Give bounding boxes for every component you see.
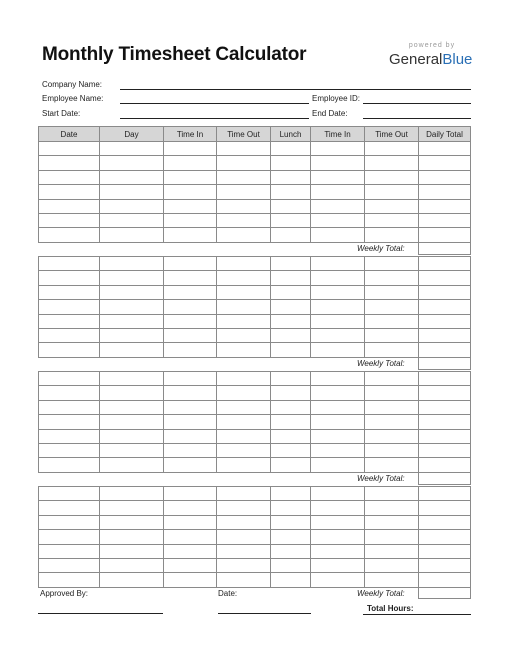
table-cell[interactable] — [100, 142, 164, 156]
table-cell[interactable] — [311, 501, 365, 515]
table-row[interactable] — [39, 314, 471, 328]
start-date-field[interactable] — [120, 118, 309, 119]
table-cell[interactable] — [419, 285, 471, 299]
table-cell[interactable] — [39, 257, 100, 271]
brand-name-general: General — [389, 51, 443, 68]
table-cell[interactable] — [365, 257, 419, 271]
table-cell[interactable] — [419, 429, 471, 443]
approved-by-field[interactable] — [38, 613, 163, 614]
table-cell[interactable] — [419, 443, 471, 457]
table-cell[interactable] — [217, 271, 271, 285]
table-cell[interactable] — [217, 213, 271, 227]
table-cell[interactable] — [217, 573, 271, 587]
table-row[interactable] — [39, 372, 471, 386]
table-cell[interactable] — [39, 228, 100, 242]
table-cell[interactable] — [271, 443, 311, 457]
table-cell[interactable] — [311, 156, 365, 170]
table-cell[interactable] — [365, 300, 419, 314]
table-cell[interactable] — [39, 458, 100, 472]
table-cell[interactable] — [311, 185, 365, 199]
table-cell[interactable] — [311, 443, 365, 457]
table-cell[interactable] — [39, 199, 100, 213]
table-cell[interactable] — [164, 343, 217, 357]
table-cell[interactable] — [365, 487, 419, 501]
table-cell[interactable] — [100, 458, 164, 472]
table-cell[interactable] — [311, 170, 365, 184]
table-cell[interactable] — [271, 487, 311, 501]
weekly-total-label: Weekly Total: — [357, 589, 405, 598]
table-cell[interactable] — [311, 199, 365, 213]
table-cell[interactable] — [365, 343, 419, 357]
table-row[interactable] — [39, 142, 471, 156]
table-cell[interactable] — [39, 400, 100, 414]
table-cell[interactable] — [419, 156, 471, 170]
col-header-date: Date — [39, 127, 100, 142]
table-row[interactable] — [39, 530, 471, 544]
weekly-total-label: Weekly Total: — [357, 474, 405, 483]
table-row[interactable] — [39, 343, 471, 357]
end-date-field[interactable] — [363, 118, 471, 119]
table-cell[interactable] — [217, 142, 271, 156]
table-cell[interactable] — [164, 185, 217, 199]
col-header-time-in-2: Time In — [311, 127, 365, 142]
table-row[interactable] — [39, 300, 471, 314]
table-cell[interactable] — [217, 228, 271, 242]
table-cell[interactable] — [271, 314, 311, 328]
table-cell[interactable] — [100, 314, 164, 328]
table-cell[interactable] — [419, 170, 471, 184]
table-cell[interactable] — [311, 142, 365, 156]
table-cell[interactable] — [365, 271, 419, 285]
table-cell[interactable] — [39, 443, 100, 457]
table-cell[interactable] — [217, 501, 271, 515]
table-cell[interactable] — [271, 343, 311, 357]
table-cell[interactable] — [311, 300, 365, 314]
table-cell[interactable] — [365, 429, 419, 443]
table-cell[interactable] — [39, 285, 100, 299]
table-cell[interactable] — [419, 300, 471, 314]
table-cell[interactable] — [100, 343, 164, 357]
employee-name-field[interactable] — [120, 103, 309, 104]
table-cell[interactable] — [311, 372, 365, 386]
col-header-daily-total: Daily Total — [419, 127, 471, 142]
col-header-time-out: Time Out — [217, 127, 271, 142]
approved-by-label: Approved By: — [40, 589, 89, 598]
table-cell[interactable] — [365, 400, 419, 414]
table-row[interactable] — [39, 487, 471, 501]
table-cell[interactable] — [271, 285, 311, 299]
table-cell[interactable] — [419, 386, 471, 400]
table-cell[interactable] — [39, 213, 100, 227]
table-cell[interactable] — [271, 300, 311, 314]
table-cell[interactable] — [419, 314, 471, 328]
table-cell[interactable] — [100, 199, 164, 213]
approval-date-label: Date: — [218, 589, 238, 598]
table-row[interactable] — [39, 213, 471, 227]
table-row[interactable] — [39, 443, 471, 457]
table-cell[interactable] — [365, 185, 419, 199]
table-cell[interactable] — [164, 530, 217, 544]
table-cell[interactable] — [164, 400, 217, 414]
table-cell[interactable] — [365, 544, 419, 558]
table-cell[interactable] — [164, 501, 217, 515]
table-cell[interactable] — [271, 501, 311, 515]
table-cell[interactable] — [39, 185, 100, 199]
col-header-day: Day — [100, 127, 164, 142]
table-cell[interactable] — [164, 314, 217, 328]
table-cell[interactable] — [217, 185, 271, 199]
table-cell[interactable] — [164, 213, 217, 227]
weekly-total-cell[interactable] — [418, 472, 471, 485]
table-row[interactable] — [39, 199, 471, 213]
table-cell[interactable] — [311, 386, 365, 400]
table-row[interactable] — [39, 228, 471, 242]
col-header-time-out-2: Time Out — [365, 127, 419, 142]
table-cell[interactable] — [39, 386, 100, 400]
table-cell[interactable] — [100, 558, 164, 572]
company-name-label: Company Name: — [42, 80, 103, 89]
table-cell[interactable] — [100, 257, 164, 271]
page-title: Monthly Timesheet Calculator — [42, 44, 307, 65]
table-cell[interactable] — [271, 458, 311, 472]
table-cell[interactable] — [311, 343, 365, 357]
table-cell[interactable] — [217, 443, 271, 457]
table-cell[interactable] — [100, 544, 164, 558]
table-cell[interactable] — [217, 314, 271, 328]
brand-name-blue: Blue — [442, 51, 473, 68]
table-cell[interactable] — [271, 530, 311, 544]
table-cell[interactable] — [164, 544, 217, 558]
table-cell[interactable] — [164, 443, 217, 457]
table-cell[interactable] — [39, 328, 100, 342]
table-cell[interactable] — [39, 501, 100, 515]
table-cell[interactable] — [100, 328, 164, 342]
table-cell[interactable] — [164, 328, 217, 342]
week-3-table — [38, 371, 471, 473]
table-cell[interactable] — [164, 170, 217, 184]
table-row[interactable] — [39, 257, 471, 271]
table-cell[interactable] — [419, 271, 471, 285]
table-cell[interactable] — [164, 558, 217, 572]
week-4-table — [38, 486, 471, 588]
total-hours-label: Total Hours: — [367, 604, 414, 613]
table-cell[interactable] — [419, 257, 471, 271]
table-cell[interactable] — [311, 515, 365, 529]
table-cell[interactable] — [39, 515, 100, 529]
weekly-total-cell[interactable] — [418, 586, 471, 599]
table-cell[interactable] — [271, 213, 311, 227]
table-cell[interactable] — [419, 328, 471, 342]
table-cell[interactable] — [217, 429, 271, 443]
table-cell[interactable] — [419, 199, 471, 213]
table-cell[interactable] — [271, 515, 311, 529]
table-cell[interactable] — [100, 443, 164, 457]
table-row[interactable] — [39, 185, 471, 199]
table-cell[interactable] — [100, 501, 164, 515]
table-row[interactable] — [39, 386, 471, 400]
table-row[interactable] — [39, 573, 471, 587]
table-cell[interactable] — [271, 415, 311, 429]
table-cell[interactable] — [100, 213, 164, 227]
table-row[interactable] — [39, 285, 471, 299]
table-cell[interactable] — [419, 372, 471, 386]
table-cell[interactable] — [271, 142, 311, 156]
table-cell[interactable] — [419, 458, 471, 472]
table-cell[interactable] — [100, 228, 164, 242]
table-cell[interactable] — [271, 185, 311, 199]
table-cell[interactable] — [39, 573, 100, 587]
table-cell[interactable] — [365, 515, 419, 529]
table-cell[interactable] — [419, 142, 471, 156]
table-row[interactable] — [39, 415, 471, 429]
table-cell[interactable] — [365, 415, 419, 429]
table-cell[interactable] — [419, 213, 471, 227]
table-cell[interactable] — [311, 429, 365, 443]
table-row[interactable] — [39, 170, 471, 184]
table-header-row — [39, 127, 471, 142]
table-cell[interactable] — [100, 300, 164, 314]
weekly-total-label: Weekly Total: — [357, 244, 405, 253]
table-cell[interactable] — [100, 386, 164, 400]
table-row[interactable] — [39, 328, 471, 342]
table-cell[interactable] — [217, 558, 271, 572]
table-cell[interactable] — [100, 530, 164, 544]
table-cell[interactable] — [311, 257, 365, 271]
table-cell[interactable] — [271, 386, 311, 400]
table-row[interactable] — [39, 400, 471, 414]
table-cell[interactable] — [271, 544, 311, 558]
table-cell[interactable] — [164, 271, 217, 285]
table-cell[interactable] — [419, 415, 471, 429]
table-cell[interactable] — [419, 501, 471, 515]
table-cell[interactable] — [217, 415, 271, 429]
table-cell[interactable] — [271, 228, 311, 242]
start-date-label: Start Date: — [42, 109, 81, 118]
table-cell[interactable] — [164, 386, 217, 400]
table-cell[interactable] — [271, 573, 311, 587]
total-hours-field[interactable] — [363, 614, 471, 615]
table-cell[interactable] — [217, 170, 271, 184]
table-row[interactable] — [39, 429, 471, 443]
table-cell[interactable] — [419, 558, 471, 572]
table-cell[interactable] — [311, 213, 365, 227]
table-cell[interactable] — [217, 400, 271, 414]
table-row[interactable] — [39, 458, 471, 472]
table-cell[interactable] — [419, 343, 471, 357]
table-cell[interactable] — [217, 372, 271, 386]
table-cell[interactable] — [365, 386, 419, 400]
table-cell[interactable] — [39, 142, 100, 156]
table-cell[interactable] — [100, 415, 164, 429]
company-name-field[interactable] — [120, 89, 471, 90]
table-cell[interactable] — [217, 515, 271, 529]
table-cell[interactable] — [271, 199, 311, 213]
table-cell[interactable] — [311, 530, 365, 544]
table-cell[interactable] — [271, 558, 311, 572]
table-cell[interactable] — [365, 501, 419, 515]
table-cell[interactable] — [164, 142, 217, 156]
table-cell[interactable] — [100, 156, 164, 170]
table-cell[interactable] — [365, 314, 419, 328]
table-cell[interactable] — [39, 156, 100, 170]
table-cell[interactable] — [271, 372, 311, 386]
table-cell[interactable] — [164, 228, 217, 242]
table-cell[interactable] — [271, 271, 311, 285]
table-cell[interactable] — [217, 199, 271, 213]
table-cell[interactable] — [271, 400, 311, 414]
table-cell[interactable] — [365, 573, 419, 587]
table-cell[interactable] — [100, 487, 164, 501]
table-cell[interactable] — [164, 156, 217, 170]
table-cell[interactable] — [164, 257, 217, 271]
table-cell[interactable] — [311, 558, 365, 572]
table-row[interactable] — [39, 271, 471, 285]
table-cell[interactable] — [39, 530, 100, 544]
table-cell[interactable] — [271, 328, 311, 342]
table-cell[interactable] — [311, 228, 365, 242]
table-cell[interactable] — [100, 573, 164, 587]
table-cell[interactable] — [217, 530, 271, 544]
table-cell[interactable] — [365, 458, 419, 472]
table-cell[interactable] — [217, 257, 271, 271]
table-cell[interactable] — [365, 142, 419, 156]
table-cell[interactable] — [100, 185, 164, 199]
table-cell[interactable] — [39, 314, 100, 328]
table-cell[interactable] — [39, 372, 100, 386]
table-cell[interactable] — [39, 558, 100, 572]
employee-name-label: Employee Name: — [42, 94, 104, 103]
weekly-total-label: Weekly Total: — [357, 359, 405, 368]
table-cell[interactable] — [39, 487, 100, 501]
table-cell[interactable] — [271, 257, 311, 271]
table-cell[interactable] — [419, 515, 471, 529]
table-cell[interactable] — [365, 228, 419, 242]
approval-date-field[interactable] — [218, 613, 311, 614]
table-cell[interactable] — [100, 372, 164, 386]
table-cell[interactable] — [217, 285, 271, 299]
table-row[interactable] — [39, 558, 471, 572]
table-cell[interactable] — [311, 400, 365, 414]
table-cell[interactable] — [164, 199, 217, 213]
table-cell[interactable] — [217, 386, 271, 400]
col-header-lunch: Lunch — [271, 127, 311, 142]
table-cell[interactable] — [419, 530, 471, 544]
table-row[interactable] — [39, 515, 471, 529]
table-cell[interactable] — [164, 415, 217, 429]
table-cell[interactable] — [311, 458, 365, 472]
powered-by-text: powered by — [408, 42, 456, 49]
employee-id-field[interactable] — [363, 103, 471, 104]
table-cell[interactable] — [365, 443, 419, 457]
week-1-table — [38, 126, 471, 243]
table-cell[interactable] — [39, 271, 100, 285]
table-cell[interactable] — [217, 156, 271, 170]
table-cell[interactable] — [164, 458, 217, 472]
table-cell[interactable] — [100, 285, 164, 299]
table-cell[interactable] — [39, 429, 100, 443]
table-cell[interactable] — [311, 573, 365, 587]
table-cell[interactable] — [164, 285, 217, 299]
table-cell[interactable] — [311, 271, 365, 285]
weekly-total-cell[interactable] — [418, 242, 471, 255]
table-cell[interactable] — [365, 372, 419, 386]
table-cell[interactable] — [311, 487, 365, 501]
table-cell[interactable] — [217, 300, 271, 314]
table-cell[interactable] — [39, 170, 100, 184]
table-row[interactable] — [39, 156, 471, 170]
table-cell[interactable] — [39, 300, 100, 314]
table-cell[interactable] — [419, 487, 471, 501]
table-cell[interactable] — [217, 544, 271, 558]
table-cell[interactable] — [100, 515, 164, 529]
table-cell[interactable] — [217, 487, 271, 501]
table-row[interactable] — [39, 544, 471, 558]
table-cell[interactable] — [217, 343, 271, 357]
table-cell[interactable] — [39, 415, 100, 429]
table-cell[interactable] — [164, 429, 217, 443]
table-cell[interactable] — [365, 213, 419, 227]
table-cell[interactable] — [164, 573, 217, 587]
table-cell[interactable] — [271, 156, 311, 170]
table-cell[interactable] — [311, 328, 365, 342]
table-cell[interactable] — [365, 156, 419, 170]
table-cell[interactable] — [311, 415, 365, 429]
table-cell[interactable] — [217, 458, 271, 472]
end-date-label: End Date: — [312, 109, 348, 118]
table-cell[interactable] — [419, 185, 471, 199]
employee-id-label: Employee ID: — [312, 94, 361, 103]
table-cell[interactable] — [419, 544, 471, 558]
table-cell[interactable] — [100, 271, 164, 285]
table-cell[interactable] — [164, 372, 217, 386]
weekly-total-cell[interactable] — [418, 357, 471, 370]
table-cell[interactable] — [39, 544, 100, 558]
table-row[interactable] — [39, 501, 471, 515]
brand-name — [389, 51, 472, 68]
table-cell[interactable] — [271, 170, 311, 184]
table-cell[interactable] — [365, 530, 419, 544]
col-header-time-in: Time In — [164, 127, 217, 142]
table-cell[interactable] — [164, 515, 217, 529]
table-cell[interactable] — [419, 228, 471, 242]
table-cell[interactable] — [365, 170, 419, 184]
table-cell[interactable] — [164, 300, 217, 314]
table-cell[interactable] — [311, 544, 365, 558]
table-cell[interactable] — [217, 328, 271, 342]
table-cell[interactable] — [365, 285, 419, 299]
table-cell[interactable] — [365, 199, 419, 213]
table-cell[interactable] — [39, 343, 100, 357]
table-cell[interactable] — [100, 429, 164, 443]
table-cell[interactable] — [164, 487, 217, 501]
table-cell[interactable] — [100, 170, 164, 184]
table-cell[interactable] — [271, 429, 311, 443]
table-cell[interactable] — [365, 558, 419, 572]
table-cell[interactable] — [365, 328, 419, 342]
table-cell[interactable] — [311, 285, 365, 299]
week-2-table — [38, 256, 471, 358]
table-cell[interactable] — [311, 314, 365, 328]
table-cell[interactable] — [100, 400, 164, 414]
table-cell[interactable] — [419, 400, 471, 414]
